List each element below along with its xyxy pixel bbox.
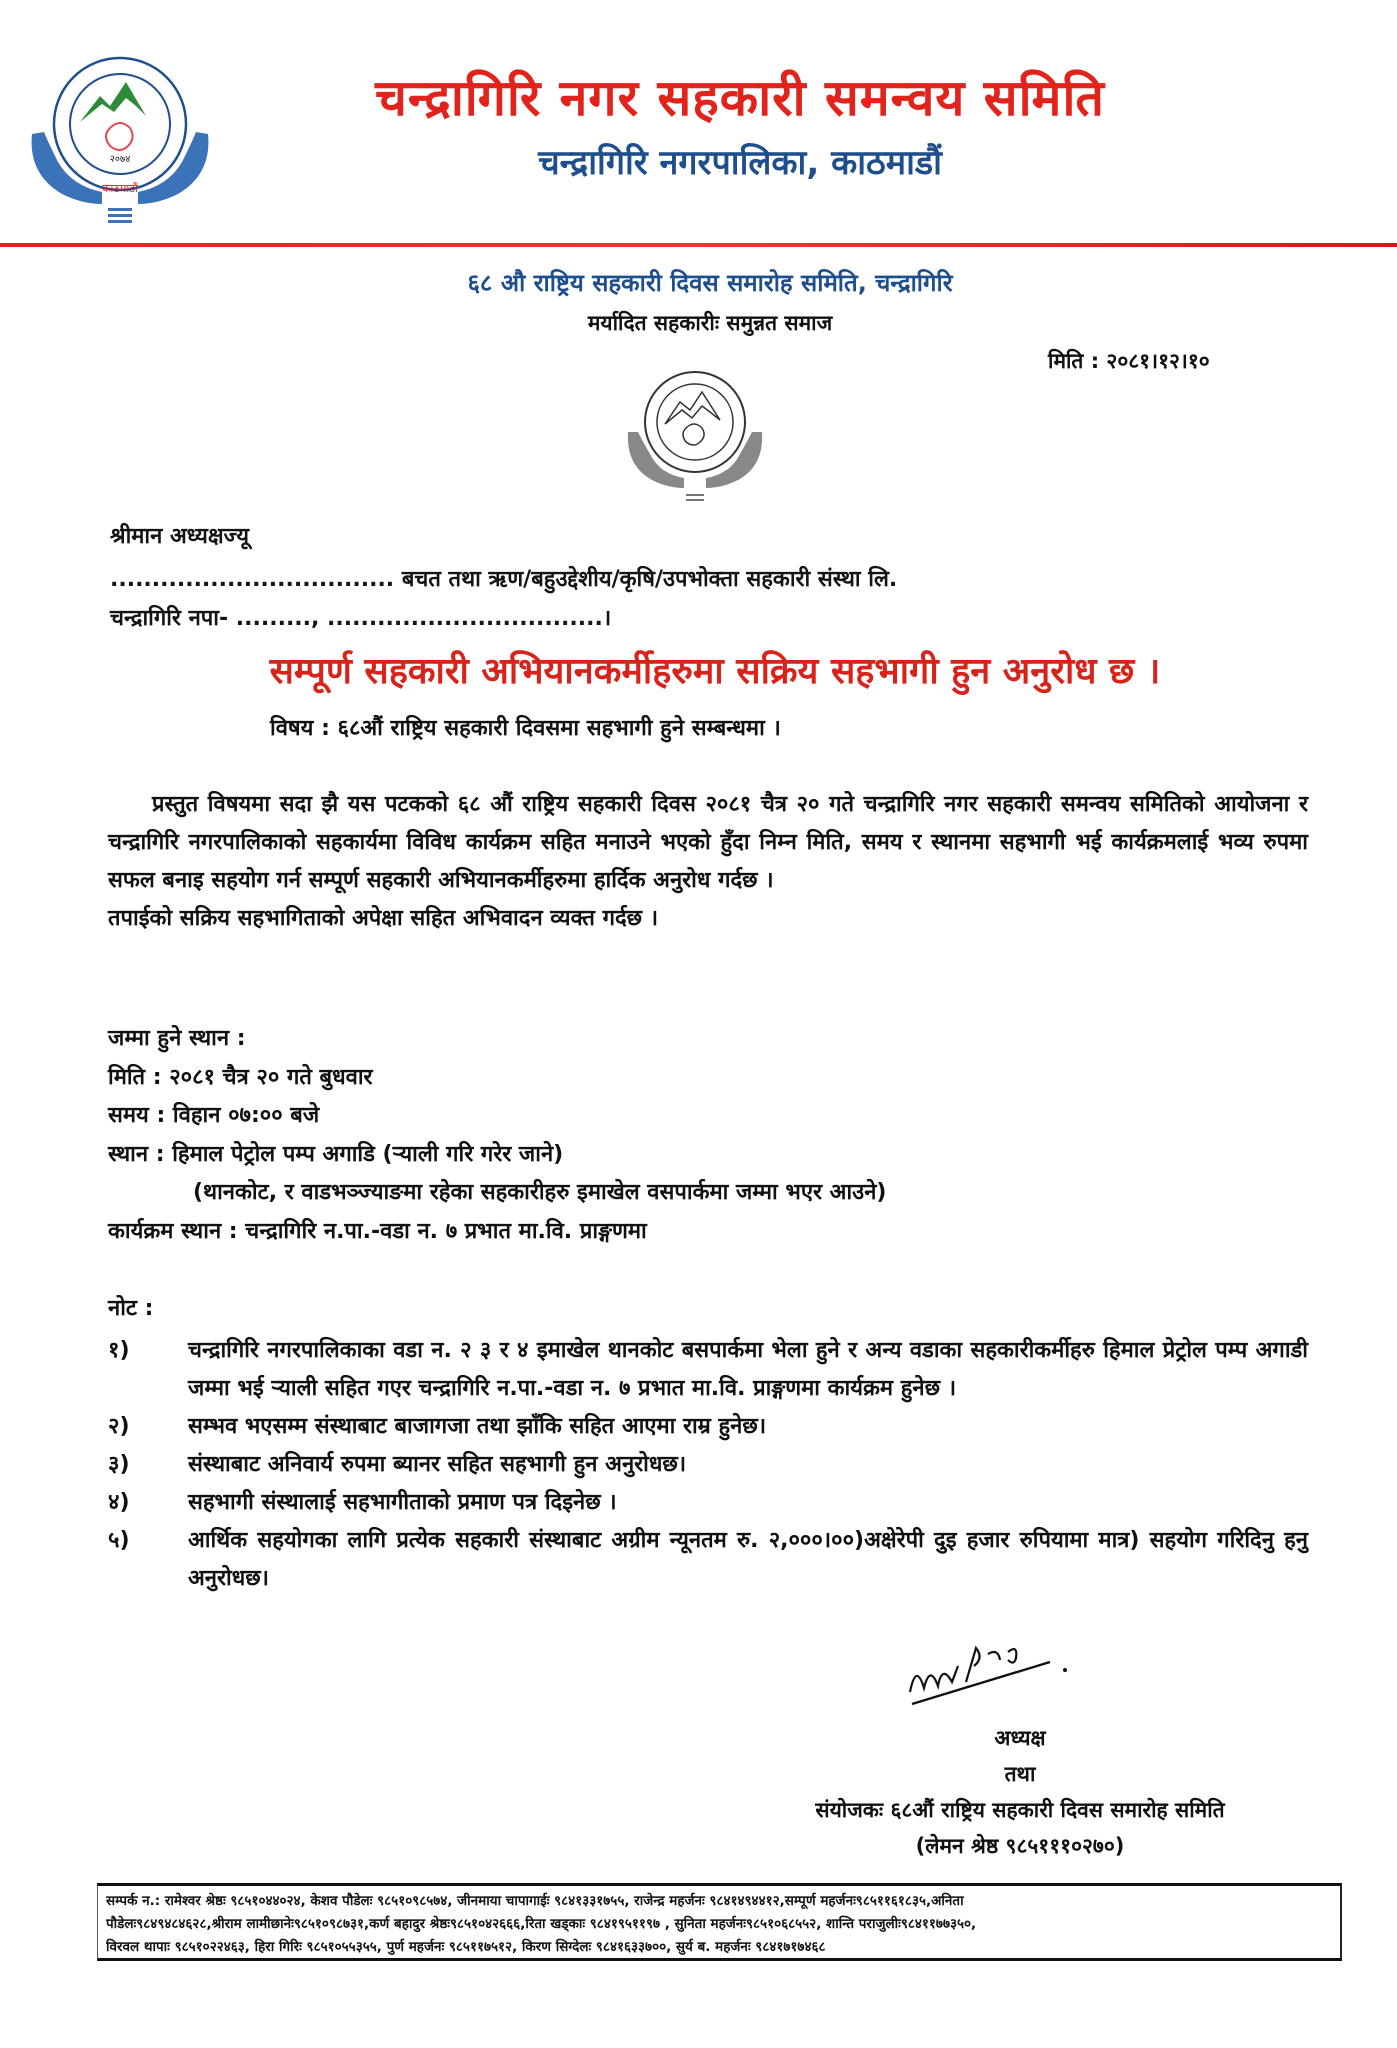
note-item: [108, 1522, 1308, 1598]
contact-line: विरवल थापाः ९८५१०२२४६३, हिरा गिरिः ९८५१०५५३५५, पुर्ण महर्जनः ९८५११७५१२, किरण सिग्देलः ९८४१६३३७००, सुर्य ब. महर्जनः ९८४१७१७४६८: [106, 1939, 826, 1955]
logo-year: २०७४: [109, 154, 131, 165]
contact-line: पौडेलः९८४९४८४६२८,श्रीराम लामीछानेः९८५१०९८७३१,कर्ण बहादुर श्रेष्ठः९८५१०४२६६६,रिता खड्काः ९८४१९५११९७ , सुनिता महर्जनः९८५१०६८५५२, शान्ति पराजुलीः९८४११७७३५०,: [106, 1916, 977, 1932]
blank-fill: ..................................: [110, 567, 395, 592]
note-text: सम्भव भएसम्म संस्थाबाट बाजागजा तथा झाँकि सहित आएमा राम्र हुनेछ।: [188, 1414, 767, 1439]
program-venue: कार्यक्रम स्थान : चन्द्रागिरि न.पा.-वडा न. ७ प्रभात मा.वि. प्राङ्गणमा: [108, 1218, 647, 1244]
note-item: [108, 1332, 1308, 1408]
signature-scribble: [900, 1632, 1100, 1712]
signatory-block: [720, 1720, 1320, 1864]
org-logo: [22, 44, 218, 224]
slogan: मर्यादित सहकारीः समुन्नत समाज: [587, 311, 833, 335]
note-number: १): [108, 1338, 130, 1363]
notes-heading: नोट :: [108, 1296, 154, 1321]
addressee-line-2: [110, 602, 611, 632]
note-text: सहभागी संस्थालाई सहभागीताको प्रमाण पत्र दिइनेछ ।: [188, 1490, 617, 1515]
municipality-label: चन्द्रागिरि नपा-: [110, 606, 229, 631]
venue-heading: जम्मा हुने स्थान :: [108, 1026, 246, 1051]
org-name: चन्द्रागिरि नगर सहकारी समन्वय समिति: [375, 69, 1105, 127]
salutation: श्रीमान अध्यक्षज्यू: [110, 524, 249, 549]
note-number: २): [108, 1414, 130, 1439]
note-item: [108, 1446, 1308, 1484]
venue-details: [108, 1020, 887, 1251]
note-item: [108, 1484, 1308, 1522]
appeal-heading: सम्पूर्ण सहकारी अभियानकर्मीहरुमा सक्रिय सहभागी हुन अनुरोध छ ।: [269, 651, 1161, 692]
contact-footer: [97, 1883, 1342, 1961]
subject-line: विषय : ६८औं राष्ट्रिय सहकारी दिवसमा सहभागी हुने सम्बन्धमा ।: [270, 716, 781, 741]
logo-ring-bottom: काठमाडौं: [102, 182, 138, 195]
signatory-title: अध्यक्ष: [994, 1726, 1046, 1750]
venue-place-note: (थानकोट, र वाडभञ्ज्याङमा रहेका सहकारीहरु इमाखेल वसपार्कमा जम्मा भएर आउने): [193, 1180, 887, 1205]
body-paragraph-1: प्रस्तुत विषयमा सदा झै यस पटकको ६८ औं राष्ट्रिय सहकारी दिवस २०८१ चैत्र २० गते चन्द्रागिरि नगर सहकारी समन्वय समितिको आयोजना र चन्द्रागिरि नगरपालिकाको सहकार्यमा विविध कार्यक्रम सहित मनाउने भएको हुँदा निम्न मिति, समय र स्थानमा सहभागी भई कार्यक्रमलाई भव्य रुपमा सफल बनाइ सहयोग गर्न सम्पूर्ण सहकारी अभियानकर्मीहरुमा हार्दिक अनुरोध गर्दछ ।: [108, 792, 1308, 893]
venue-time: समय : विहान ०७:०० बजे: [108, 1103, 320, 1128]
addressee-line-1: [110, 563, 897, 593]
signatory-conjunction: तथा: [1004, 1762, 1036, 1786]
note-item: [108, 1408, 1308, 1446]
note-number: ५): [108, 1528, 130, 1553]
municipality-name: चन्द्रागिरि नगरपालिका, काठमाडौं: [538, 143, 942, 183]
note-text: संस्थाबाट अनिवार्य रुपमा ब्यानर सहित सहभागी हुन अनुरोधछ।: [188, 1452, 687, 1477]
signatory-role: संयोजकः ६८औं राष्ट्रिय सहकारी दिवस समारोह समिति: [815, 1798, 1225, 1822]
letter-date: मिति : २०८१।१२।१०: [1048, 349, 1210, 373]
header-divider: [0, 243, 1397, 247]
letter-body: [108, 786, 1308, 938]
body-paragraph-2: तपाईको सक्रिय सहभागिताको अपेक्षा सहित अभिवादन व्यक्त गर्दछ ।: [108, 906, 659, 931]
note-text: आर्थिक सहयोगका लागि प्रत्येक सहकारी संस्थाबाट अग्रीम न्यूनतम रु. २,०००।००)अक्षेरेपी दुइ हजार रुपियामा मात्र) सहयोग गरिदिनु हनु अनुरोधछ।: [188, 1528, 1308, 1591]
institution-types: बचत तथा ऋण/बहुउद्देशीय/कृषि/उपभोक्ता सहकारी संस्था लि.: [401, 567, 898, 592]
venue-date: मिति : २०८१ चैत्र २० गते बुधवार: [108, 1064, 373, 1090]
notes-section: [108, 1290, 1308, 1598]
note-number: ४): [108, 1490, 130, 1515]
note-text: चन्द्रागिरि नगरपालिकाका वडा न. २ ३ र ४ इमाखेल थानकोट बसपार्कमा भेला हुने र अन्य वडाका सहकारीकर्मीहरु हिमाल प्रेट्रोल पम्प अगाडी जम्मा भई र्‍याली सहित गएर चन्द्रागिरि न.पा.-वडा न. ७ प्रभात मा.वि. प्राङ्गणमा कार्यक्रम हुनेछ ।: [188, 1338, 1308, 1401]
committee-logo: [620, 362, 770, 512]
committee-name: ६८ औ राष्ट्रिय सहकारी दिवस समारोह समिति, चन्द्रागिरि: [467, 269, 953, 297]
signatory-name-phone: (लेमन श्रेष्ठ ९८५१११०२७०): [915, 1834, 1125, 1858]
venue-place: स्थान : हिमाल पेट्रोल पम्प अगाडि (र्‍याली गरि गरेर जाने): [108, 1141, 564, 1167]
contact-line: सम्पर्क न.: रामेश्वर श्रेष्ठः ९८५१०४४०२४, केशव पौडेलः ९८५१०९८५७४, जीनमाया चापागाईः ९८४१३३१७५५, राजेन्द्र महर्जनः ९८४१४९४४१२,सम्पूर्ण महर्जनः९८५११६१८३५,अनिता: [106, 1893, 964, 1909]
blank-fill: ........., .................................।: [235, 606, 612, 631]
note-number: ३): [108, 1452, 130, 1477]
